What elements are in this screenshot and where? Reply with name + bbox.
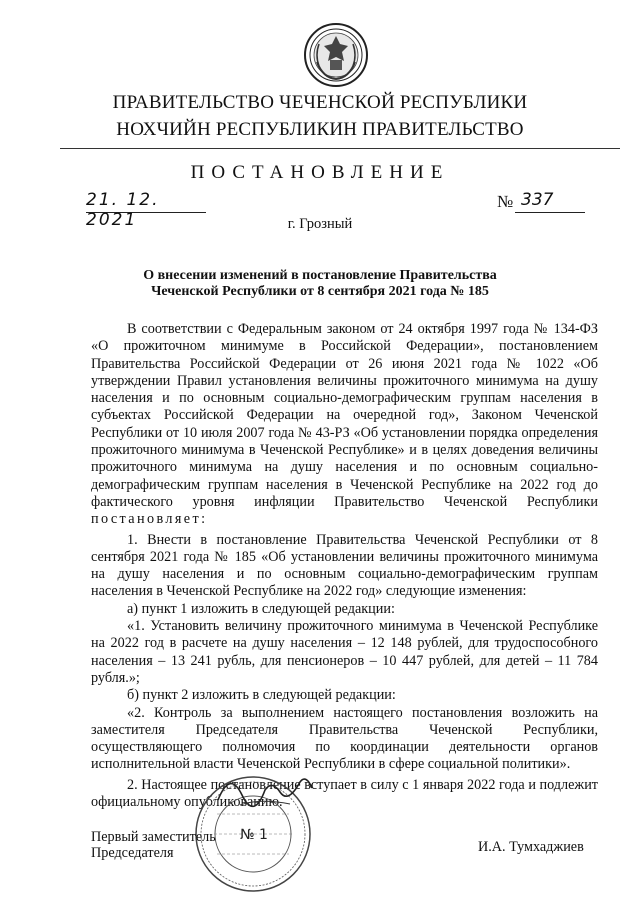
handwritten-signature: [210, 760, 320, 820]
title-line-1: О внесении изменений в постановление Правительства: [143, 268, 497, 283]
clause-1-paragraph: 1. Внести в постановление Правительства Чеченской Республики от 8 сентября 2021 года № 185 «Об установлении величины прожиточного минимума на душу населения и по основным социально-демографическим группам населения в Чеченской Республике на 2022 год» следующие изменения:: [91, 531, 598, 600]
seal-number: № 1: [240, 827, 268, 843]
clause-1b-text-paragraph: «2. Контроль за выполнением настоящего постановления возложить на заместителя Председателя Правительства Чеченской Республики, осуществляющего полномочия по координации деятельности органов исполнительной власти Чеченской Республики в сфере социальной политики».: [91, 704, 598, 773]
document-title: [0, 268, 640, 300]
document-type: ПОСТАНОВЛЕНИЕ: [190, 162, 450, 183]
signatory-position-line-2: Председателя: [91, 845, 174, 861]
clause-1b-paragraph: б) пункт 2 изложить в следующей редакции:: [127, 687, 396, 704]
government-name-russian: ПРАВИТЕЛЬСТВО ЧЕЧЕНСКОЙ РЕСПУБЛИКИ: [112, 92, 528, 113]
document-number-label: №: [497, 192, 514, 211]
document-date: 21. 12. 2021: [86, 190, 206, 213]
clause-1a-paragraph: а) пункт 1 изложить в следующей редакции:: [127, 600, 395, 617]
signatory-position-line-1: Первый заместитель: [91, 829, 216, 845]
government-name-chechen: НОХЧИЙН РЕСПУБЛИКИН ПРАВИТЕЛЬСТВО: [116, 119, 524, 140]
signatory-position: [91, 829, 216, 861]
preamble-paragraph: [91, 321, 598, 529]
clause-2-paragraph: 2. Настоящее постановление вступает в силу с 1 января 2022 года и подлежит официальному опубликованию.: [91, 776, 598, 811]
header-divider: [60, 148, 620, 149]
document-city: г. Грозный: [287, 216, 353, 232]
chechen-republic-emblem-icon: [303, 22, 369, 88]
preamble-text: В соответствии с Федеральным законом от 24 октября 1997 года № 134-ФЗ «О прожиточном минимуме в Российской Федерации», постановлением Правительства Российской Федерации от 26 июня 2021 года № 1022 «Об утверждении Правил установления величины прожиточного минимума на душу населения и по основным социально-демографическим группам населения в субъектах Российской Федерации на очередной год», Законом Чеченской Республики от 10 июля 2007 года № 43-РЗ «Об установлении порядка определения прожиточного минимума в Чеченской Республике» и в целях доведения величины прожиточного минимума на душу населения и по основным социально-демографическим группам населения в Чеченской Республике на 2022 год до фактического уровня инфляции Правительство Чеченской Республики: [91, 321, 598, 510]
clause-1a-text-paragraph: «1. Установить величину прожиточного минимума в Чеченской Республике на 2022 год в расчете на душу населения – 12 148 рублей, для трудоспособного населения – 13 241 рубль, для пенсионеров – 10 447 рублей, для детей – 11 784 рубля.»;: [91, 618, 598, 686]
document-body: [91, 321, 598, 811]
title-line-2: Чеченской Республики от 8 сентября 2021 года № 185: [151, 284, 489, 299]
resolution-keyword: постановляет:: [91, 511, 208, 528]
document-number: 337: [515, 190, 585, 213]
signatory-name: И.А. Тумхаджиев: [478, 839, 584, 855]
